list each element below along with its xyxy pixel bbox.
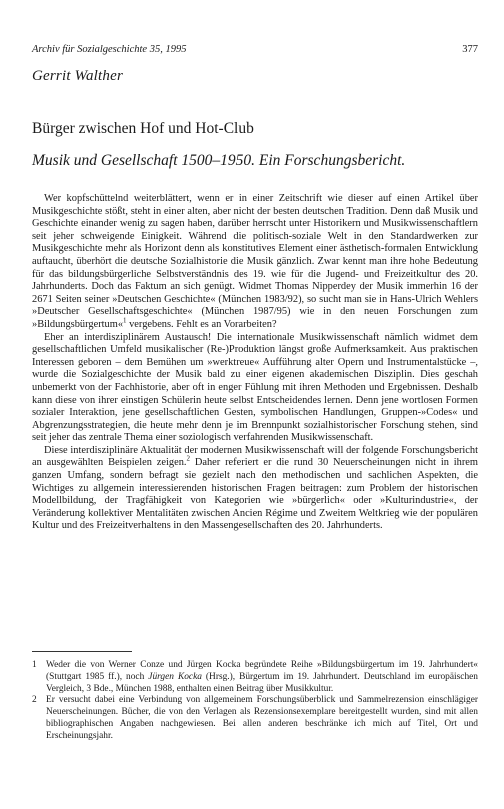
footnote-text: Weder die von Werner Conze und Jürgen Kocka begründete Reihe »Bildungsbürgertum im 19. Jahrhundert« (Stuttgart 1985 ff.), noch Jürgen Kocka (Hrsg.), Bürgertum im 19. Jahrhundert. Deutschland im europäischen Vergleich, 3 Bde., München 1988, enthalten einen Beitrag über Musikkultur. (46, 660, 478, 694)
footnotes (32, 660, 478, 743)
body-paragraph: Wer kopfschüttelnd weiterblättert, wenn er in einer Zeitschrift wie dieser auf einen Artikel über Musikgeschichte stößt, steht in einer alten, aber nicht der besten deutschen Tradition. Denn daß Musik und Geschichte einander wenig zu sagen haben, darüber herrscht unter Historikern und Musikwissenschaftlern seit jeher schweigende Einigkeit. Während die politisch-soziale Welt in den Standardwerken zur Musikgeschichte mehr als Horizont denn als konstitutives Element einer ästhetisch-formalen Entwicklung auftaucht, überhört die deutsche Sozialhistorie die Musik gänzlich. Zwar kennt man ihre hohe Bedeutung für das bildungsbürgerliche Selbstverständnis des 19. wie für die Jugend- und Freizeitkultur des 20. Jahrhunderts. Doch das Faktum an sich genügt. Widmet Thomas Nipperdey der Musik immerhin 16 der 2671 Seiten seiner »Deutschen Geschichte« (München 1983/92), so sucht man sie in Hans-Ulrich Wehlers »Deutscher Gesellschaftsgeschichte« (München 1987/95) wie in den neuen Forschungen zum »Bildungsbürgertum«$^1$ vergebens. Fehlt es an Vorarbeiten? (32, 193, 478, 330)
article-body (32, 193, 478, 533)
running-header (32, 44, 478, 55)
footnote-marker: 1 (123, 316, 127, 325)
body-paragraph: Diese interdisziplinäre Aktualität der modernen Musikwissenschaft will der folgende Forschungsbericht an ausgewählten Beispielen zeigen.$^2$ Daher referiert er die rund 30 Neuerscheinungen nicht in ihrem ganzen Umfang, sondern befragt sie gezielt nach den methodischen und sachlichen Aspekten, die Wichtiges zu allgemein interessierenden historischen Fragen beitragen: zum Problem der historischen Modellbildung, der Tragfähigkeit von Kategorien wie »bürgerlich« oder »Kulturindustrie«, der Veränderung kollektiver Mentalitäten zwischen Ancien Régime und Zweitem Weltkrieg wie der populären Kultur und des Freizeitverhaltens in den Massengesellschaften des 20. Jahrhunderts. (32, 444, 478, 532)
footnote-number: 1 (32, 660, 37, 670)
footnote-number: 2 (32, 695, 37, 706)
article-title: Bürger zwischen Hof und Hot-Club (32, 120, 254, 137)
author-name: Gerrit Walther (32, 68, 123, 84)
footnote (32, 695, 478, 742)
article-subtitle: Musik und Gesellschaft 1500–1950. Ein Forschungsbericht. (32, 152, 406, 169)
footnote-divider (32, 651, 132, 652)
footnote-marker: 2 (186, 455, 190, 463)
footnote-text: Er versucht dabei eine Verbindung von allgemeinem Forschungsüberblick und Sammelrezension einschlägiger Neuerscheinungen. Bücher, die von den Verlagen als Rezensionsexemplare bereitgestellt wurden, sind mit allen bibliographischen Angaben nachgewiesen. Bei allen anderen beschränke ich mich auf Titel, Ort und Erscheinungsjahr. (46, 695, 478, 741)
journal-citation: Archiv für Sozialgeschichte 35, 1995 (32, 44, 187, 55)
page-number: 377 (462, 44, 478, 55)
body-paragraph: Eher an interdisziplinärem Austausch! Die internationale Musikwissenschaft nämlich widmet dem gesellschaftlichen Umfeld musikalischer (Re-)Produktion längst große Aufmerksamkeit. Aus praktischen Interessen geboren – dem Bemühen um »werktreue« Aufführung alter Opern und Instrumentalstücke –, wurde die Sozialgeschichte der Musik bald zu einer eigenen akademischen Disziplin. Dies geschah unbemerkt von der Fachhistorie, aber oft in enger Fühlung mit ihren Methoden und Ergebnissen. Deshalb kann diese von ihrer einstigen Schülerin heute selbst Entscheidendes lernen. Denn jene wortlosen Formen sozialer Interaktion, jene gesellschaftlichen Gesten, symbolischen Handlungen, Gruppen-»Codes« und Abgrenzungsstrategien, die heute mehr denn je im Brennpunkt sozialhistorischer Forschung stehen, sind seit jeher das zentrale Thema einer soziologisch verfahrenden Musikwissenschaft. (32, 331, 478, 444)
footnote (32, 660, 478, 695)
